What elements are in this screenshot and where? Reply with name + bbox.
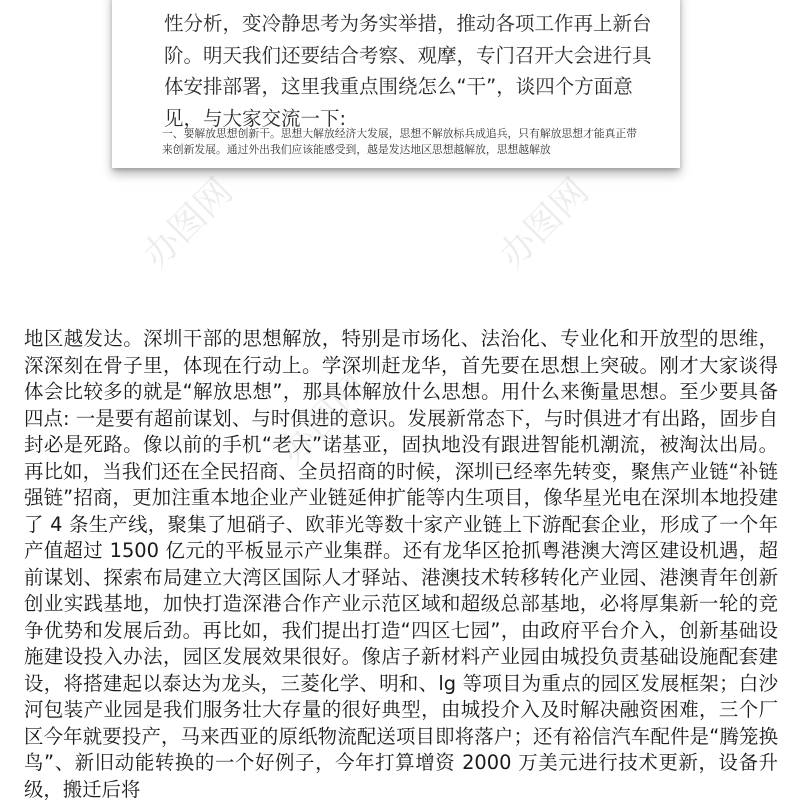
watermark-logo: 办图网 bbox=[491, 170, 597, 277]
document-preview-card bbox=[112, 0, 680, 168]
preview-paragraph: 性分析，变冷静思考为务实举措，推动各项工作再上新台阶。明天我们还要结合考察、观摩，专门召开大会进行具体安排部署，这里我重点围绕怎么“干”，谈四个方面意见，与大家交流一下: bbox=[164, 12, 652, 130]
body-paragraph: 地区越发达。深圳干部的思想解放，特别是市场化、法治化、专业化和开放型的思维，深深刻在骨子里，体现在行动上。学深圳赶龙华，首先要在思想上突破。刚才大家谈得体会比较多的就是“解放思想”，那具体解放什么思想。用什么来衡量思想。至少要具备四点: 一是要有超前谋划、与时俱进的意识。发展新常态下，与时俱进才有出路，固步自封必是死路。像以前的手机“老大”诺基亚，固执地没有跟进智能机潮流，被淘汰出局。再比如，当我们还在全民招商、全员招商的时候，深圳已经率先转变，聚焦产业链“补链强链”招商，更加注重本地企业产业链延伸扩能等内生项目，像华星光电在深圳本地投建了 4 条生产线，聚集了旭硝子、欧菲光等数十家产业链上下游配套企业，形成了一个年产值超过 1500 亿元的平板显示产业集群。还有龙华区抢抓粤港澳大湾区建设机遇，超前谋划、探索布局建立大湾区国际人才驿站、港澳技术转移转化产业园、港澳青年创新创业实践基地，加快打造深港合作产业示范区域和超级总部基地，必将厚集新一轮的竞争优势和发展后劲。再比如，我们提出打造“四区七园”，由政府平台介入，创新基础设施建设投入办法，园区发展效果很好。像店子新材料产业园由城投负责基础设施配套建设，将搭建起以泰达为龙头，三菱化学、明和、lg 等项目为重点的园区发展框架；白沙河包装产业园是我们服务壮大存量的很好典型，由城投介入及时解决融资困难，三个厂区今年就要投产，马来西亚的原纸物流配送项目即将落户；还有裕信汽车配件是“腾笼换鸟”、新旧动能转换的一个好例子，今年打算增资 2000 万美元进行技术更新，设备升级，搬迁后将 bbox=[24, 327, 778, 800]
preview-small-paragraph: 一、要解放思想创新干。思想大解放经济大发展，思想不解放标兵成追兵，只有解放思想才能真正带来创新发展。通过外出我们应该能感受到，越是发达地区思想越解放，思想越解放 bbox=[162, 127, 638, 156]
watermark-logo: 办图网 bbox=[271, 366, 377, 473]
watermark-logo: 办图网 bbox=[135, 170, 241, 277]
